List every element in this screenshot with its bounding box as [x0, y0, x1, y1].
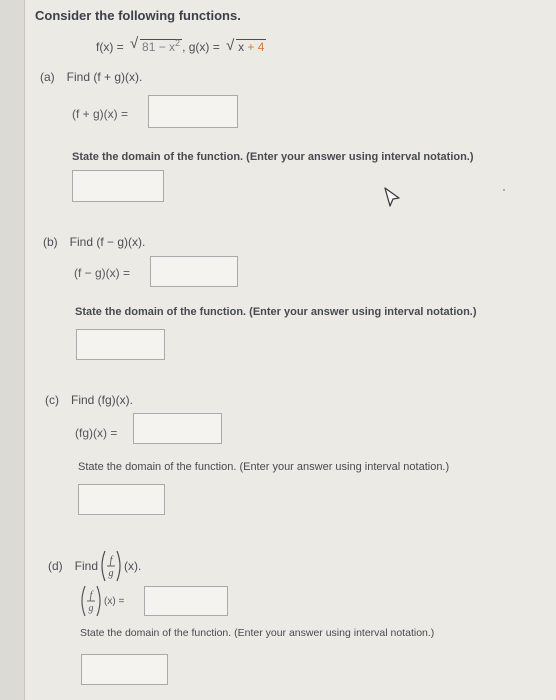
- f-over-g-fraction-icon: [98, 549, 124, 583]
- f-radical: [130, 38, 182, 54]
- part-b-letter: (b): [43, 235, 58, 249]
- frac-numerator-2: f: [89, 590, 93, 601]
- g-radical: [226, 40, 266, 54]
- f-over-g-fraction-icon-2: [78, 584, 104, 618]
- part-d-equation: [78, 584, 124, 618]
- part-a-domain-input[interactable]: [72, 170, 164, 202]
- frac-denominator: g: [108, 568, 114, 579]
- part-c-domain-input[interactable]: [78, 484, 165, 515]
- part-b-domain-input[interactable]: [76, 329, 165, 360]
- part-a-equation: (f + g)(x) =: [72, 107, 129, 121]
- frac-numerator: f: [109, 555, 113, 566]
- g-radicand-x: x: [238, 40, 245, 54]
- part-a-letter: (a): [40, 70, 55, 84]
- part-c-answer-input[interactable]: [133, 413, 222, 444]
- part-d-prompt: [48, 549, 141, 583]
- part-b-prompt: [43, 235, 145, 249]
- part-a-domain-text: State the domain of the function. (Enter your answer using interval notation.): [72, 151, 474, 163]
- part-b-answer-input[interactable]: [150, 256, 238, 287]
- part-c-prompt: [45, 393, 133, 407]
- part-d-text: Find: [74, 559, 99, 573]
- part-d-letter: (d): [48, 559, 63, 573]
- part-c-letter: (c): [45, 393, 59, 407]
- part-c-equation: (fg)(x) =: [75, 426, 118, 440]
- mouse-pointer-icon: [381, 186, 403, 208]
- part-a-prompt: [40, 70, 142, 84]
- function-definitions: [96, 38, 266, 54]
- f-lhs: f(x) =: [96, 40, 128, 54]
- g-radicand-rest: + 4: [244, 40, 265, 54]
- speck: [503, 189, 505, 191]
- part-c-domain-text: State the domain of the function. (Enter your answer using interval notation.): [78, 461, 450, 473]
- part-b-text: Find (f − g)(x).: [69, 235, 146, 249]
- part-d-answer-input[interactable]: [144, 586, 228, 616]
- part-a-text: Find (f + g)(x).: [66, 70, 143, 84]
- f-exponent: 2: [175, 38, 181, 48]
- part-d-text-post: (x).: [124, 559, 142, 573]
- frac-denominator-2: g: [88, 603, 94, 614]
- part-b-domain-text: State the domain of the function. (Enter your answer using interval notation.): [75, 306, 477, 318]
- intro-text: Consider the following functions.: [35, 8, 241, 23]
- g-lhs: , g(x) =: [182, 40, 224, 54]
- part-d-domain-input[interactable]: [81, 654, 168, 685]
- part-d-domain-text: State the domain of the function. (Enter your answer using interval notation.): [80, 627, 435, 639]
- part-b-equation: (f − g)(x) =: [74, 266, 131, 280]
- part-a-answer-input[interactable]: [148, 95, 238, 128]
- part-d-eq-text: (x) =: [104, 595, 125, 607]
- part-c-text: Find (fg)(x).: [71, 393, 134, 407]
- f-radicand: 81 − x: [142, 40, 176, 54]
